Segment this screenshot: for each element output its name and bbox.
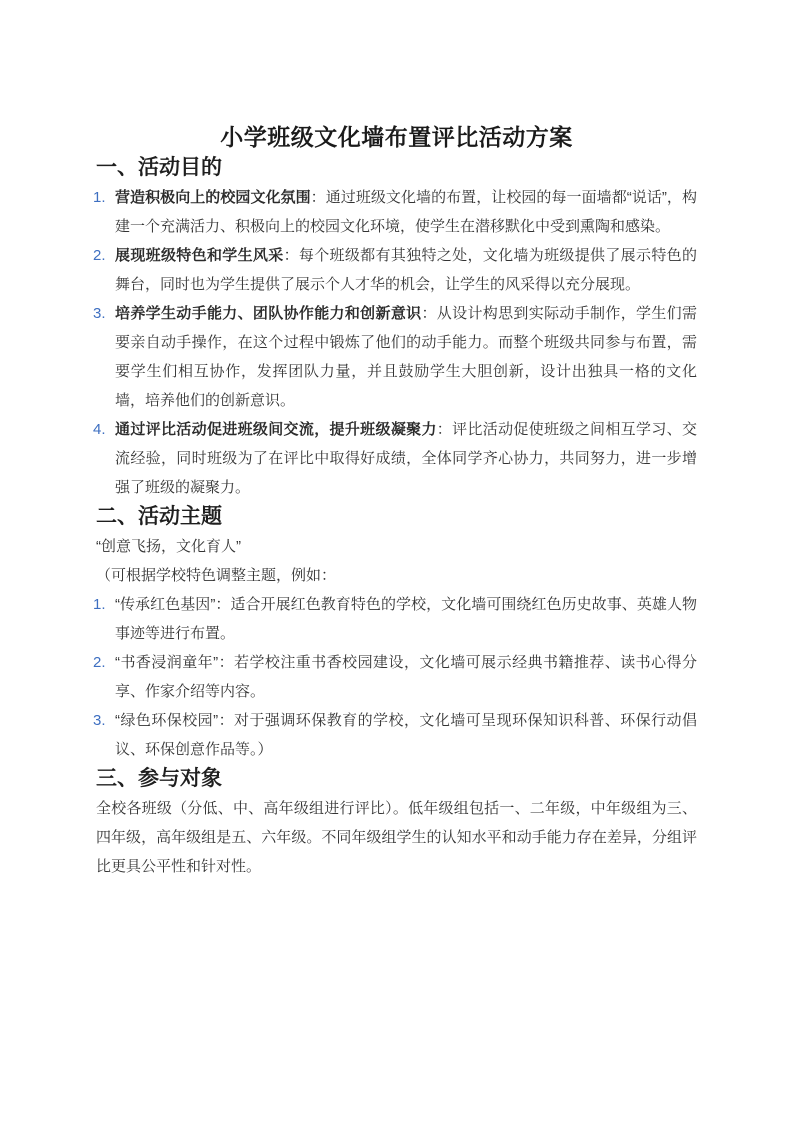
list-item (93, 241, 697, 299)
list-item (93, 648, 697, 706)
list-item-body: ：从设计构思到实际动手制作，学生们需要亲自动手操作，在这个过程中锻炼了他们的动手能力。而整个班级共同参与布置，需要学生们相互协作，发挥团队力量，并且鼓励学生大胆创新，设计出独具一格的文化墙，培养他们的创新意识。 (115, 305, 697, 409)
list-item-text (115, 415, 697, 502)
list-item-lead: 通过评比活动促进班级间交流，提升班级凝聚力 (115, 421, 437, 438)
document-title: 小学班级文化墙布置评比活动方案 (220, 124, 573, 150)
list-item-text (115, 241, 697, 299)
list-item-body: ：通过班级文化墙的布置，让校园的每一面墙都“说话”，构建一个充满活力、积极向上的校园文化环境，使学生在潜移默化中受到熏陶和感染。 (115, 189, 697, 235)
list-item-number: 1. (93, 596, 106, 613)
list-item-text (115, 299, 697, 415)
list-item-text: “书香浸润童年”：若学校注重书香校园建设，文化墙可展示经典书籍推荐、读书心得分享、作家介绍等内容。 (115, 654, 697, 700)
list-item (93, 299, 697, 415)
list-item-lead: 营造积极向上的校园文化氛围 (115, 189, 311, 206)
section-heading-goals: 一、活动目的 (96, 156, 222, 179)
list-item-number: 3. (93, 305, 106, 322)
list-item-text: “传承红色基因”：适合开展红色教育特色的学校，文化墙可围绕红色历史故事、英雄人物事迹等进行布置。 (115, 596, 697, 642)
list-item-number: 2. (93, 654, 106, 671)
list-item-number: 3. (93, 712, 106, 729)
list-item (93, 415, 697, 502)
list-item-number: 4. (93, 421, 106, 438)
list-item-body: ：每个班级都有其独特之处，文化墙为班级提供了展示特色的舞台，同时也为学生提供了展示个人才华的机会，让学生的风采得以充分展现。 (115, 247, 697, 293)
list-item-text: “绿色环保校园”：对于强调环保教育的学校，文化墙可呈现环保知识科普、环保行动倡议、环保创意作品等。） (115, 712, 697, 758)
list-item-lead: 培养学生动手能力、团队协作能力和创新意识 (115, 305, 422, 322)
theme-note: （可根据学校特色调整主题，例如： (96, 567, 337, 584)
participants-body: 全校各班级（分低、中、高年级组进行评比）。低年级组包括一、二年级，中年级组为三、四年级，高年级组是五、六年级。不同年级组学生的认知水平和动手能力存在差异，分组评比更具公平性和针对性。 (96, 800, 697, 875)
list-item-text (115, 183, 697, 241)
list-item-lead: 展现班级特色和学生风采 (115, 247, 284, 264)
section-heading-theme: 二、活动主题 (96, 505, 222, 528)
list-item-number: 2. (93, 247, 106, 264)
theme-slogan: “创意飞扬，文化育人” (96, 538, 241, 555)
theme-examples-list (93, 590, 697, 764)
list-item (93, 706, 697, 764)
list-item-number: 1. (93, 189, 106, 206)
section-heading-participants: 三、参与对象 (96, 767, 222, 790)
goals-list (93, 183, 697, 502)
list-item (93, 590, 697, 648)
list-item (93, 183, 697, 241)
list-item-body: ：评比活动促使班级之间相互学习、交流经验，同时班级为了在评比中取得好成绩，全体同学齐心协力，共同努力，进一步增强了班级的凝聚力。 (115, 421, 697, 496)
